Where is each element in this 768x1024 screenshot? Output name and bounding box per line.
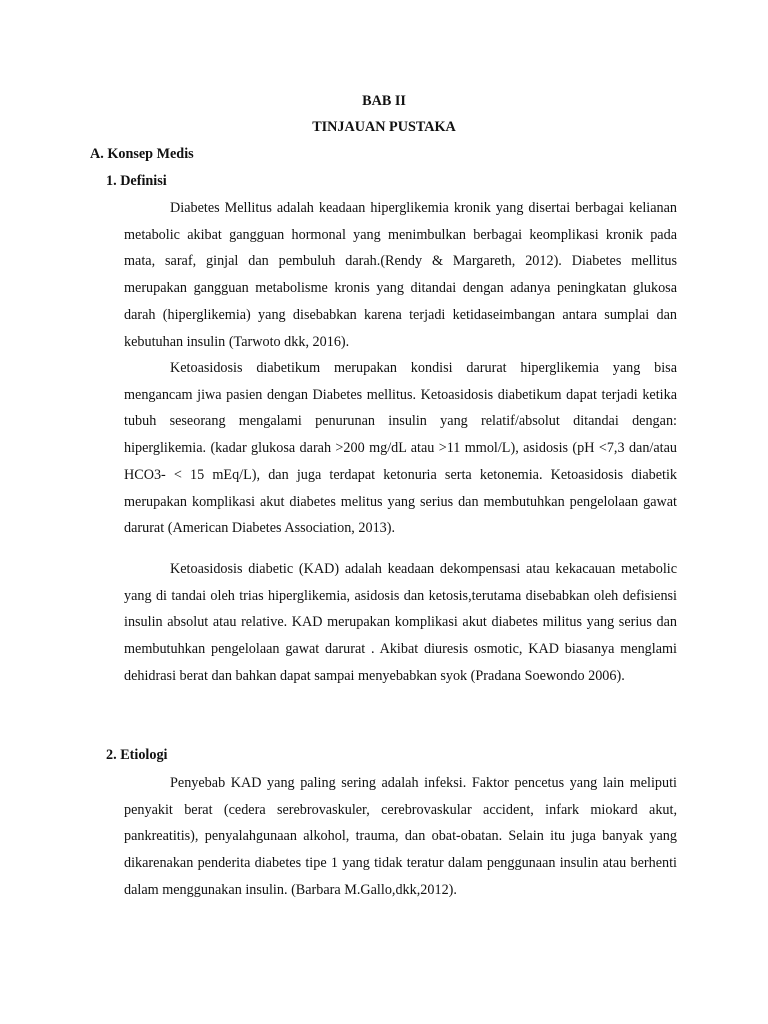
- section-heading-konsep-medis: A. Konsep Medis: [90, 146, 194, 162]
- paragraph-kad-definition: Ketoasidosis diabetic (KAD) adalah keadaan dekompensasi atau kekacauan metabolic yang di tandai oleh trias hiperglikemia, asidosis dan ketosis,terutama disebabkan oleh defisiensi insulin absolut atau relative. KAD merupakan komplikasi akut diabetes militus yang serius dan membutuhkan pengelolaan gawat darurat . Akibat diuresis osmotic, KAD biasanya menglami dehidrasi berat dan bahkan dapat sampai menyebabkan syok (Pradana Soewondo 2006).: [124, 561, 677, 684]
- subsection-heading-definisi: 1. Definisi: [106, 173, 167, 189]
- chapter-title: TINJAUAN PUSTAKA: [312, 119, 456, 135]
- chapter-number: BAB II: [362, 93, 406, 109]
- paragraph-ketoasidosis-diabetikum: Ketoasidosis diabetikum merupakan kondisi darurat hiperglikemia yang bisa mengancam jiwa pasien dengan Diabetes mellitus. Ketoasidosis diabetikum dapat terjadi ketika tubuh seseorang mengalami penurunan insulin yang relatif/absolut ditandai dengan: hiperglikemia. (kadar glukosa darah >200 mg/dL atau >11 mmol/L), asidosis (pH <7,3 dan/atau HCO3- < 15 mEq/L), dan juga terdapat ketonuria serta ketonemia. Ketoasidosis diabetik merupakan komplikasi akut diabetes melitus yang serius dan membutuhkan pengelolaan gawat darurat (American Diabetes Association, 2013).: [124, 360, 677, 537]
- paragraph-diabetes-definition: Diabetes Mellitus adalah keadaan hiperglikemia kronik yang disertai berbagai kelianan metabolic akibat gangguan hormonal yang menimbulkan berbagai keomplikasi kronik pada mata, saraf, ginjal dan pembuluh darah.(Rendy & Margareth, 2012). Diabetes mellitus merupakan gangguan metabolisme kronis yang ditandai dengan adanya peningkatan glukosa darah (hiperglikemia) yang disebabkan karena terjadi ketidaseimbangan antara sumplai dan kebutuhan insulin (Tarwoto dkk, 2016).: [124, 200, 677, 350]
- paragraph-etiologi: Penyebab KAD yang paling sering adalah infeksi. Faktor pencetus yang lain meliputi penyakit berat (cedera serebrovaskuler, cerebrovaskular accident, infark miokard akut, pankreatitis), penyalahgunaan alkohol, trauma, dan obat-obatan. Selain itu juga banyak yang dikarenakan penderita diabetes tipe 1 yang tidak teratur dalam penggunaan insulin atau berhenti dalam menggunakan insulin. (Barbara M.Gallo,dkk,2012).: [124, 775, 677, 898]
- subsection-heading-etiologi: 2. Etiologi: [106, 747, 168, 763]
